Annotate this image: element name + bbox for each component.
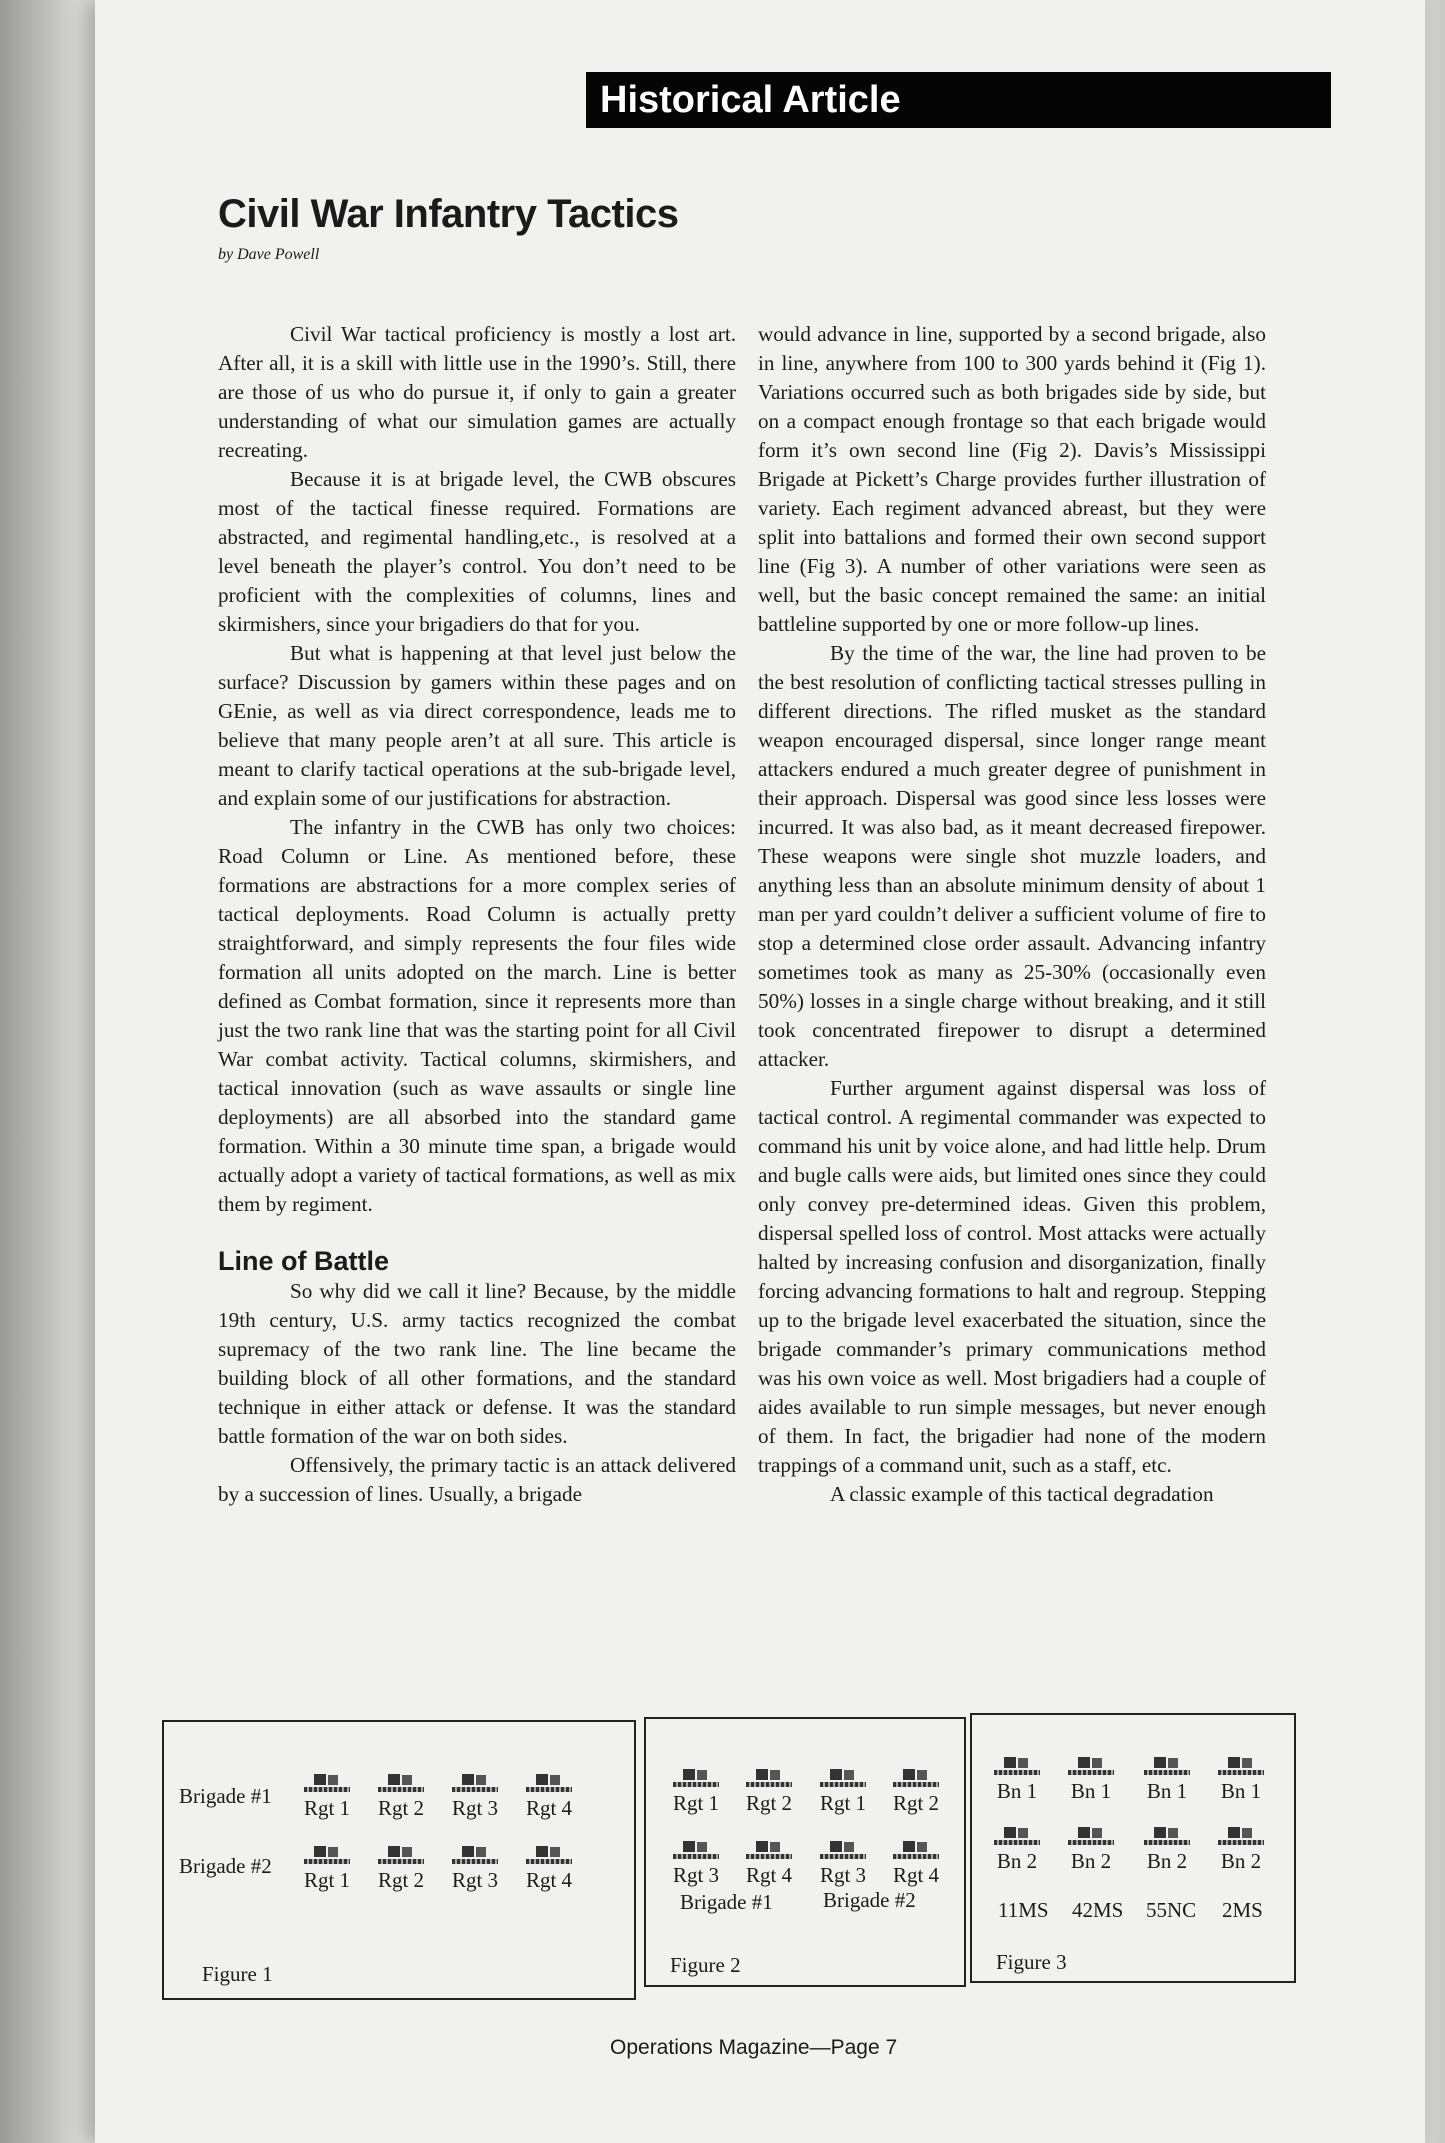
- regiment-flag-icon: [1068, 1757, 1114, 1777]
- paragraph: Further argument against dispersal was loss of tactical control. A regimental commander was expected to command his unit by voice alone, and had little help. Drum and bugle calls were aids, but limited ones since they could only convey pre-determined ideas. Given this problem, dispersal spelled loss of control. Most attacks were actually halted by increasing confusion and disorganization, finally forcing advancing formations to halt and regroup. Stepping up to the brigade level exacerbated the situation, since the brigade commander’s primary communications method was his own voice as well. Most brigadiers had a couple of aides available to run simple messages, but never enough of them. In fact, the brigadier had none of the modern trappings of a command unit, such as a staff, etc.: [758, 1076, 1266, 1477]
- figure-caption: Figure 3: [996, 1950, 1067, 1974]
- unit-marker: Rgt 2: [734, 1769, 804, 1815]
- regiment-flag-icon: [1144, 1757, 1190, 1777]
- regiment-flag-icon: [304, 1846, 350, 1866]
- regiment-label: 42MS: [1072, 1898, 1124, 1922]
- unit-marker: Rgt 3: [808, 1841, 878, 1887]
- regiment-flag-icon: [673, 1841, 719, 1861]
- paragraph: The infantry in the CWB has only two choices: Road Column or Line. As mentioned before, these formations are abstractions for a more complex series of tactical deployments. Road Column is actually pretty straightforward, and simply represents the four files wide formation all units adopted on the march. Line is better defined as Combat formation, since it represents more than just the two rank line that was the starting point for all Civil War combat activity. Tactical columns, skirmishers, and tactical innovation (such as wave assaults or single line deployments) are all absorbed into the standard game formation. Within a 30 minute time span, a brigade would actually adopt a variety of tactical formations, as well as mix them by regiment.: [218, 815, 736, 1216]
- unit-marker: Rgt 3: [440, 1774, 510, 1820]
- regiment-flag-icon: [746, 1769, 792, 1789]
- page-footer: Operations Magazine—Page 7: [610, 2036, 898, 2059]
- unit-marker: Rgt 4: [514, 1774, 584, 1820]
- paragraph: By the time of the war, the line had proven to be the best resolution of conflicting tactical stresses pulling in different directions. The rifled musket as the standard weapon encouraged dispersal, since longer range meant attackers endured a much greater degree of punishment in their approach. Dispersal was good since less losses were incurred. It was also bad, as it meant decreased firepower. These weapons were single shot muzzle loaders, and anything less than an absolute minimum density of about 1 man per yard couldn’t deliver a sufficient volume of fire to stop a determined close order assault. Advancing infantry sometimes took as many as 25-30% (occasionally even 50%) losses in a single charge without breaking, and it still took concentrated firepower to disrupt a determined attacker.: [758, 641, 1266, 1071]
- regiment-label: 55NC: [1146, 1898, 1197, 1922]
- regiment-flag-icon: [1218, 1827, 1264, 1847]
- regiment-flag-icon: [1068, 1827, 1114, 1847]
- unit-marker: Rgt 3: [661, 1841, 731, 1887]
- unit-marker: Rgt 1: [292, 1846, 362, 1892]
- paragraph: But what is happening at that level just below the surface? Discussion by gamers within these pages and on GEnie, as well as via direct correspondence, leads me to believe that many people aren’t at all sure. This article is meant to clarify tactical operations at the sub-brigade level, and explain some of our justifications for abstraction.: [218, 641, 736, 810]
- regiment-label: 11MS: [998, 1898, 1049, 1922]
- paragraph: A classic example of this tactical degradation: [830, 1482, 1214, 1506]
- article-byline: by Dave Powell: [218, 246, 320, 263]
- regiment-flag-icon: [378, 1846, 424, 1866]
- article-title: Civil War Infantry Tactics: [218, 192, 679, 236]
- regiment-flag-icon: [304, 1774, 350, 1794]
- regiment-flag-icon: [673, 1769, 719, 1789]
- unit-marker: Bn 1: [982, 1757, 1052, 1803]
- paragraph: Offensively, the primary tactic is an attack delivered by a succession of lines. Usually, a brigade: [218, 1453, 736, 1506]
- section-header: Historical Article: [586, 72, 1331, 128]
- unit-marker: Bn 1: [1206, 1757, 1276, 1803]
- unit-marker: Bn 2: [982, 1827, 1052, 1873]
- unit-marker: Rgt 4: [734, 1841, 804, 1887]
- paragraph: Because it is at brigade level, the CWB obscures most of the tactical finesse required. Formations are abstracted, and regimental handling,etc., is resolved at a level beneath the player’s control. You don’t need to be proficient with the complexities of columns, lines and skirmishers, since your brigadiers do that for you.: [218, 467, 736, 636]
- brigade-label: Brigade #1: [680, 1890, 773, 1914]
- regiment-flag-icon: [526, 1774, 572, 1794]
- unit-marker: Rgt 2: [881, 1769, 951, 1815]
- unit-marker: Rgt 4: [881, 1841, 951, 1887]
- unit-marker: Bn 1: [1056, 1757, 1126, 1803]
- regiment-flag-icon: [820, 1841, 866, 1861]
- regiment-flag-icon: [746, 1841, 792, 1861]
- regiment-flag-icon: [994, 1827, 1040, 1847]
- regiment-flag-icon: [452, 1846, 498, 1866]
- subheading: Line of Battle: [218, 1246, 390, 1276]
- regiment-flag-icon: [893, 1841, 939, 1861]
- unit-marker: Bn 2: [1132, 1827, 1202, 1873]
- unit-marker: Rgt 3: [440, 1846, 510, 1892]
- unit-marker: Rgt 1: [808, 1769, 878, 1815]
- left-column: [218, 320, 736, 1509]
- regiment-flag-icon: [1218, 1757, 1264, 1777]
- unit-marker: Bn 2: [1206, 1827, 1276, 1873]
- paragraph: would advance in line, supported by a second brigade, also in line, anywhere from 100 to 300 yards behind it (Fig 1). Variations occurred such as both brigades side by side, but on a compact enough frontage so that each brigade would form it’s own second line (Fig 2). Davis’s Mississippi Brigade at Pickett’s Charge provides further illustration of variety. Each regiment advanced abreast, but they were split into battalions and formed their own second support line (Fig 3). A number of other variations were seen as well, but the basic concept remained the same: an initial battleline supported by one or more follow-up lines.: [758, 322, 1266, 636]
- figure-caption: Figure 1: [202, 1962, 273, 1986]
- regiment-flag-icon: [820, 1769, 866, 1789]
- paragraph: So why did we call it line? Because, by the middle 19th century, U.S. army tactics recognized the combat supremacy of the two rank line. The line became the building block of all other formations, and the standard technique in either attack or defense. It was the standard battle formation of the war on both sides.: [218, 1279, 736, 1448]
- regiment-label: 2MS: [1222, 1898, 1263, 1922]
- unit-marker: Bn 2: [1056, 1827, 1126, 1873]
- row-label-brigade-1: Brigade #1: [179, 1784, 272, 1808]
- row-label-brigade-2: Brigade #2: [179, 1854, 272, 1878]
- unit-marker: Rgt 2: [366, 1846, 436, 1892]
- regiment-flag-icon: [893, 1769, 939, 1789]
- figure-2: [644, 1717, 966, 1987]
- brigade-label: Brigade #2: [823, 1888, 916, 1912]
- paragraph: Civil War tactical proficiency is mostly a lost art. After all, it is a skill with little use in the 1990’s. Still, there are those of us who do pursue it, if only to gain a greater understanding of what our simulation games are actually recreating.: [218, 322, 736, 462]
- regiment-flag-icon: [452, 1774, 498, 1794]
- right-column: [758, 320, 1266, 1509]
- figure-1: [162, 1720, 636, 2000]
- regiment-flag-icon: [1144, 1827, 1190, 1847]
- figure-3: [970, 1713, 1296, 1983]
- regiment-flag-icon: [378, 1774, 424, 1794]
- regiment-flag-icon: [994, 1757, 1040, 1777]
- unit-marker: Bn 1: [1132, 1757, 1202, 1803]
- figure-caption: Figure 2: [670, 1953, 741, 1977]
- regiment-flag-icon: [526, 1846, 572, 1866]
- unit-marker: Rgt 1: [292, 1774, 362, 1820]
- unit-marker: Rgt 2: [366, 1774, 436, 1820]
- unit-marker: Rgt 1: [661, 1769, 731, 1815]
- unit-marker: Rgt 4: [514, 1846, 584, 1892]
